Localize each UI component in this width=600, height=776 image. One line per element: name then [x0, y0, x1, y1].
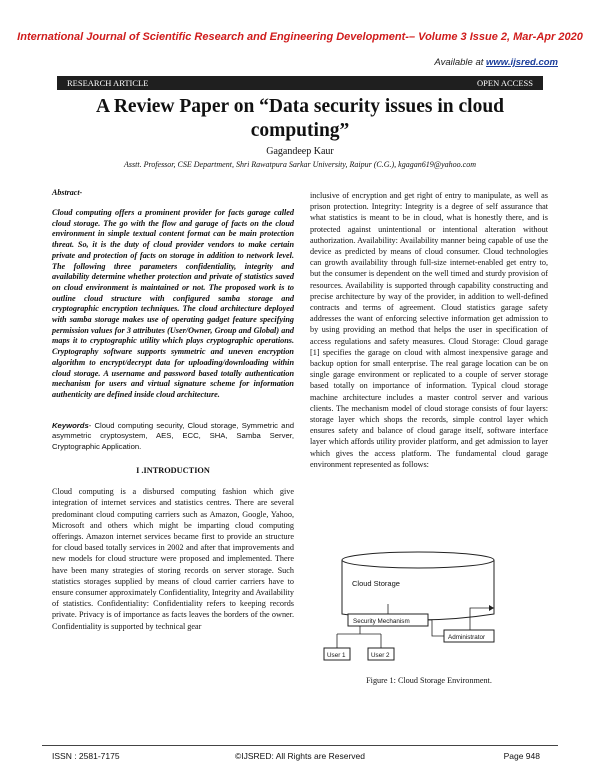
access-type: OPEN ACCESS [477, 78, 533, 88]
article-type-bar [57, 76, 543, 90]
paper-title: A Review Paper on “Data security issues in cloud computing” [95, 96, 505, 141]
right-column [310, 190, 548, 470]
journal-link[interactable]: www.ijsred.com [486, 57, 558, 68]
cloud-storage-label: Cloud Storage [352, 579, 400, 588]
article-type: RESEARCH ARTICLE [67, 78, 149, 88]
administrator-label: Administrator [448, 634, 486, 641]
keywords-text: - Cloud computing security, Cloud storage, Symmetric and asymmetric cryptosystem, AES, ECC, SHA, Samba Server, Cryptographic Application. [52, 420, 294, 451]
user2-label: User 2 [371, 652, 390, 659]
left-column [52, 187, 294, 632]
footer-page: Page 948 [503, 751, 540, 761]
cloud-storage-figure [320, 548, 538, 670]
available-prefix: Available at [434, 57, 484, 68]
paper-author: Gagandeep Kaur [266, 146, 334, 157]
footer-issn: ISSN : 2581-7175 [52, 751, 120, 761]
introduction-text: Cloud computing is a disbursed computing fashion which give integration of internet services and statistics centres. There are several predominant cloud computing carriers such as Amazon, Google, Yahoo, Microsoft and others which might be imparting cloud computing offerings. Amazon internet services became first to provide an structure for cloud based totally services in 2002 and after that improvements and new models for cloud structure were proposed and implemented. There have been many strategies of storing records on server storage. Such statistics storages supplied by means of cloud carrier carriers have to ensure consumer approximately Confidentiality, Integrity and Availability of statistics. Confidentiality: Confidentiality refers to keeping records private. Privacy is of importance as facts leaves the borders of the owner. Confidentiality is supported by technical gear [52, 487, 294, 631]
figure-caption: Figure 1: Cloud Storage Environment. [366, 676, 492, 685]
section-heading-introduction: I .INTRODUCTION [136, 466, 210, 476]
right-paragraph: inclusive of encryption and get right of entry to manipulate, as well as prison protection. Integrity: Integrity is a degree of self assurance that what statistics is meant to be in cloud, what is honestly there, and is protected against unintentional or intentional alteration without authorization. Availability: Availability manner being capable of use the device as predicted by means of cloud consumer. Cloud technologies can growth availability through full-size internet-enabled get entry to, but the consumer is dependent on the well timed and sturdy provision of resources. Availability is supported through capability constructing and precise architecture by way of the provider, in addition to well-defined contracts and terms of agreement. Cloud statistics garage safety addresses the want of enforcing selective information get admission to by using providing an method that helps the user in specification of access regulations and safety measures. Cloud Storage: Cloud garage [1] specifies the garage on cloud with almost inexpensive garage and backup option for small enterprise. The real garage location can be on single garage environment or replicated to a couple of server storage based totally on importance of information. Typical cloud storage machine architecture includes a master control server and various clients. The mechanism model of cloud storage consists of four layers: storage layer which shops the records, simple control layer which ensures safety and balance of cloud garage itself, software interface layer which affords utility provider platform, and get admission to layer which gives the access platform. The fundamental cloud garage environment represented as follows: [310, 191, 548, 469]
footer-copyright: ©IJSRED: All Rights are Reserved [234, 751, 366, 761]
abstract-text: Cloud computing offers a prominent provider for facts garage called cloud storage. The go with the flow and garage of facts on the cloud environment in simple textual content format can be main protection threat. So, it is the duty of cloud provider vendors to make certain private and protection of facts on storage in addition to network level. The following three parameters confidentiality, integrity and availability determine whether protection and private of statistics saved on cloud environment is maintained or not. The proposed work is to outline cloud structure with configured samba storage and cryptographic encryption techniques. The cloud architecture deployed with samba storage makes use of operating gadget feature specifying permission values for 3 attributes (User/Owner, Group and Global) and maps it to cryptographic utility which plays cryptographic operations. Cryptography software supports symmetric and uneven encryption algorithm to encrypt/decrypt data for uploading/downloading within cloud storage. A username and password based totally authentication mechanism for users and virtual signature scheme for information authenticity are defined inside cloud architecture. [52, 208, 294, 399]
journal-header: International Journal of Scientific Research and Engineering Development-– Volume 3 Issue 2, Mar-Apr 2020 [17, 31, 583, 43]
keywords-label: Keywords [52, 420, 89, 430]
cloud-storage-cylinder [342, 560, 494, 620]
keywords [52, 421, 294, 453]
abstract-heading: Abstract- [52, 188, 83, 197]
author-affiliation: Asstt. Professor, CSE Department, Shri Rawatpura Sarkar University, Raipur (C.G.), kgagan619@yahoo.com [124, 160, 476, 169]
footer-divider [42, 745, 558, 746]
availability-line [434, 57, 558, 68]
cylinder-top [342, 552, 494, 568]
security-mechanism-label: Security Mechanism [353, 618, 410, 625]
user1-label: User 1 [327, 652, 346, 659]
